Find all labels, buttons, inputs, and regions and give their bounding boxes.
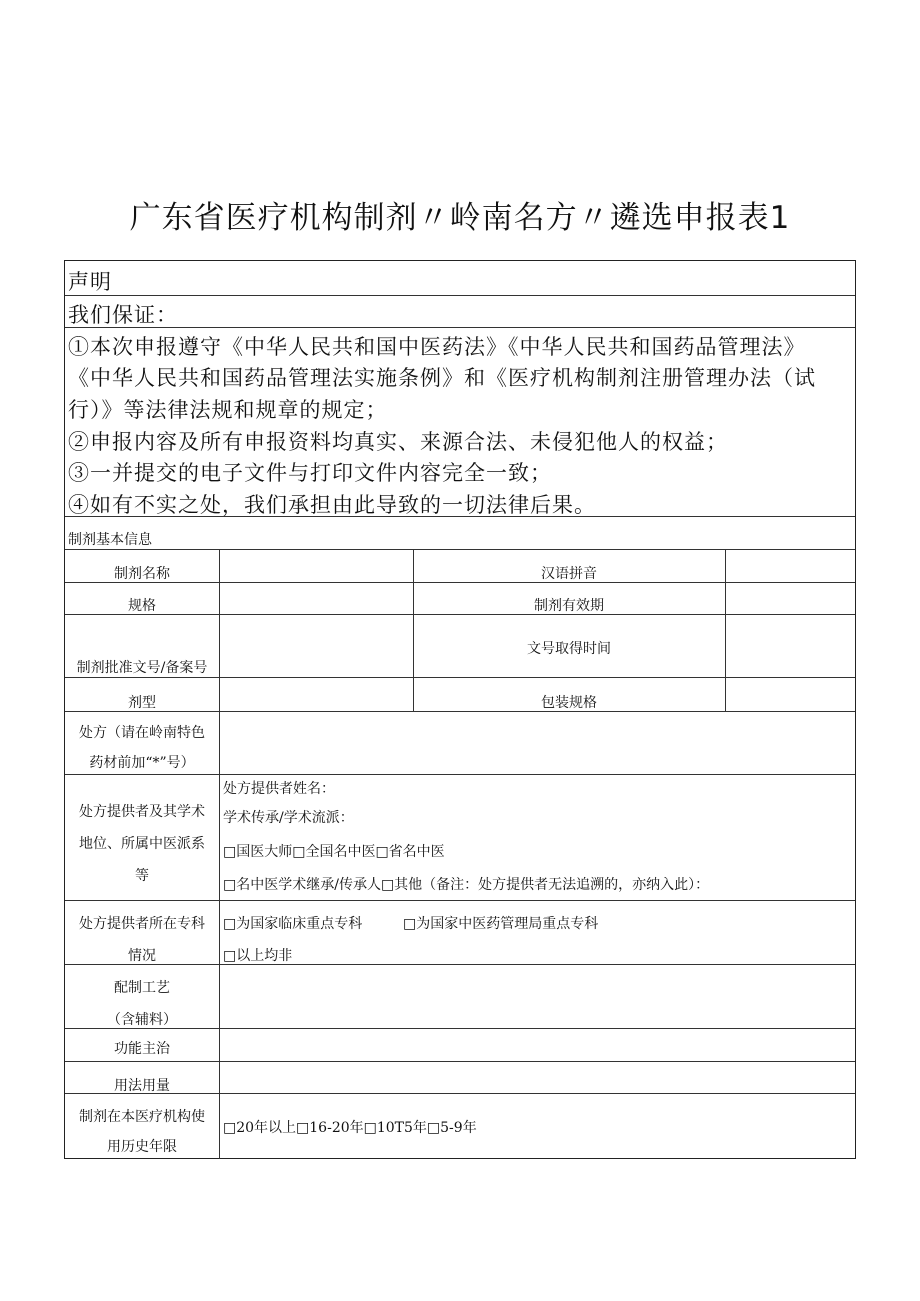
label-process: 配制工艺 xyxy=(114,980,170,996)
label-history-cont: 用历史年限 xyxy=(107,1139,177,1155)
declaration-item-3: ③一并提交的电子文件与打印文件内容完全一致； xyxy=(68,461,552,485)
label-spec: 规格 xyxy=(128,598,156,614)
history-options: □20年以上□16-20年□10T5年□5-9年 xyxy=(223,1120,477,1136)
label-package-spec: 包装规格 xyxy=(541,695,597,711)
provider-name-line: 处方提供者姓名： xyxy=(223,781,335,797)
label-usage: 用法用量 xyxy=(114,1078,170,1094)
divider xyxy=(65,1028,855,1029)
divider xyxy=(65,677,855,678)
label-specialty-cont: 情况 xyxy=(128,948,156,964)
divider xyxy=(219,711,220,1159)
label-history: 制剂在本医疗机构使 xyxy=(79,1109,205,1125)
application-form xyxy=(64,260,856,1159)
label-provider-cont: 地位、所属中医派系 xyxy=(79,836,205,852)
divider xyxy=(65,1093,855,1094)
divider xyxy=(65,774,855,775)
divider xyxy=(219,549,220,711)
provider-school-line: 学术传承/学术流派： xyxy=(223,810,354,826)
divider xyxy=(65,1061,855,1062)
declaration-item-1: ①本次申报遵守《中华人民共和国中医药法》《中华人民共和国药品管理法》 xyxy=(68,335,806,359)
label-process-cont: （含辅料） xyxy=(107,1012,177,1028)
label-dosage-form: 剂型 xyxy=(128,695,156,711)
divider xyxy=(65,964,855,965)
label-specialty: 处方提供者所在专科 xyxy=(79,916,205,932)
divider xyxy=(65,295,855,296)
declaration-item-1-cont: 行）》等法律法规和规章的规定； xyxy=(68,398,388,422)
divider xyxy=(65,327,855,328)
guarantee-text: 我们保证： xyxy=(68,303,178,327)
declaration-item-2: ②申报内容及所有申报资料均真实、来源合法、未侵犯他人的权益； xyxy=(68,430,728,454)
divider xyxy=(65,516,855,517)
divider xyxy=(65,900,855,901)
specialty-option-tcm-bureau: □为国家中医药管理局重点专科 xyxy=(403,916,599,932)
divider xyxy=(725,549,726,711)
provider-title-options: □国医大师□全国名中医□省名中医 xyxy=(223,844,445,860)
label-validity: 制剂有效期 xyxy=(534,598,604,614)
label-prescription: 处方（请在岭南特色 xyxy=(79,725,205,741)
label-prescription-cont: 药材前加“*”号） xyxy=(89,755,195,771)
specialty-option-none: □以上均非 xyxy=(223,948,293,964)
label-function: 功能主治 xyxy=(114,1041,170,1057)
declaration-item-1-cont: 《中华人民共和国药品管理法实施条例》和《医疗机构制剂注册管理办法（试 xyxy=(68,366,816,390)
divider xyxy=(65,549,855,550)
section-basic-info: 制剂基本信息 xyxy=(68,532,152,548)
declaration-heading: 声明 xyxy=(68,270,112,294)
provider-other-options: □名中医学术继承/传承人□其他（备注：处方提供者无法追溯的，亦纳入此）： xyxy=(223,877,710,893)
label-approval-number: 制剂批准文号/备案号 xyxy=(76,660,208,676)
label-approval-date: 文号取得时间 xyxy=(527,641,611,657)
declaration-item-4: ④如有不实之处，我们承担由此导致的一切法律后果。 xyxy=(68,493,596,517)
label-pinyin: 汉语拼音 xyxy=(541,566,597,582)
label-preparation-name: 制剂名称 xyxy=(114,566,170,582)
page-title: 广东省医疗机构制剂〃岭南名方〃遴选申报表1 xyxy=(129,200,791,236)
label-provider: 处方提供者及其学术 xyxy=(79,804,205,820)
specialty-option-national-clinical: □为国家临床重点专科 xyxy=(223,916,363,932)
label-provider-cont: 等 xyxy=(135,868,149,884)
